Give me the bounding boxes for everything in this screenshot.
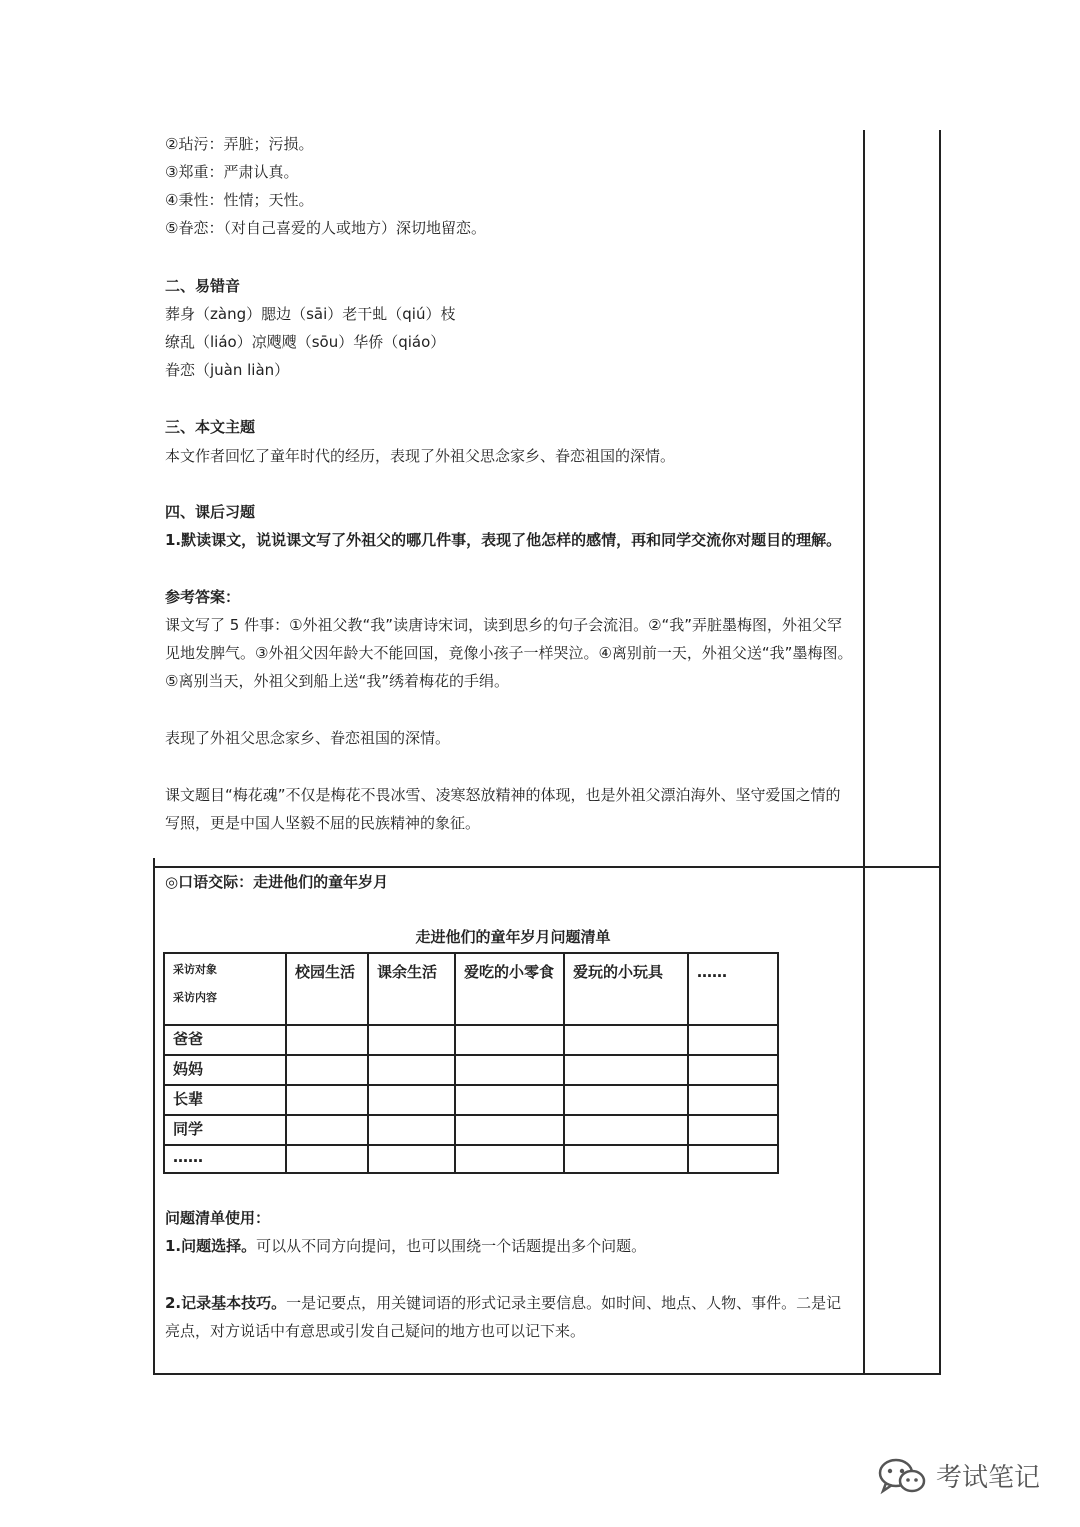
table-row xyxy=(164,1085,778,1115)
usage-item-1-text: 可以从不同方向提问，也可以围绕一个话题提出多个问题。 xyxy=(256,1237,647,1255)
row-label: 长辈 xyxy=(164,1085,286,1115)
definition-2: ②玷污：弄脏；污损。 xyxy=(165,135,314,153)
answer-paragraph-1: 课文写了 5 件事：①外祖父教“我”读唐诗宋词，读到思乡的句子会流泪。②“我”弄脏墨梅图，外祖父罕见地发脾气。③外祖父因年龄大不能回国，竟像小孩子一样哭泣。④离别前一天，外祖父送“我”墨梅图。⑤离别当天，外祖父到船上送“我”绣着梅花的手绢。 xyxy=(165,616,853,690)
question-list-table xyxy=(163,952,779,1174)
pronunciation-line-1: 葬身（zàng）腮边（sāi）老干虬（qiú）枝 xyxy=(165,305,456,323)
exercise-question: 1.默读课文，说说课文写了外祖父的哪几件事，表现了他怎样的感情，再和同学交流你对题目的理解。 xyxy=(165,531,842,549)
table-row xyxy=(164,1145,778,1173)
oral-section-title: ◎口语交际：走进他们的童年岁月 xyxy=(165,873,389,891)
column-header-after-school: 课余生活 xyxy=(368,953,455,1025)
column-header-campus-life: 校园生活 xyxy=(286,953,368,1025)
usage-item-2-text: 一是记要点，用关键词语的形式记录主要信息。如时间、地点、人物、事件。二是记亮点，对方说话中有意思或引发自己疑问的地方也可以记下来。 xyxy=(165,1294,842,1340)
section-4-title: 四、课后习题 xyxy=(165,503,256,521)
frame-bottom xyxy=(153,1373,941,1375)
table-row xyxy=(164,1055,778,1085)
row-label: 妈妈 xyxy=(164,1055,286,1085)
pronunciation-line-2: 缭乱（liáo）凉飕飕（sōu）华侨（qiáo） xyxy=(165,333,446,351)
definition-5: ⑤眷恋：（对自己喜爱的人或地方）深切地留恋。 xyxy=(165,219,486,237)
usage-item-1 xyxy=(165,1232,855,1260)
column-header-more: …… xyxy=(688,953,778,1025)
table-header-row xyxy=(164,953,778,1025)
corner-label-interviewee: 采访对象 xyxy=(173,963,217,976)
section-3-title: 三、本文主题 xyxy=(165,418,256,436)
question-list-title: 走进他们的童年岁月问题清单 xyxy=(415,928,611,946)
section-2-title: 二、易错音 xyxy=(165,277,241,295)
watermark-text: 考试笔记 xyxy=(936,1462,1041,1493)
usage-item-2-label: 2.记录基本技巧。 xyxy=(165,1294,287,1312)
column-header-toys: 爱玩的小玩具 xyxy=(564,953,688,1025)
table-corner-cell xyxy=(164,953,286,1025)
answer-label: 参考答案： xyxy=(165,588,241,606)
definition-3: ③郑重：严肃认真。 xyxy=(165,163,299,181)
table-row xyxy=(164,1025,778,1055)
usage-title: 问题清单使用： xyxy=(165,1209,271,1227)
pronunciation-line-3: 眷恋（juàn liàn） xyxy=(165,361,290,379)
usage-item-1-label: 1.问题选择。 xyxy=(165,1237,257,1255)
table-row xyxy=(164,1115,778,1145)
frame-line-left xyxy=(153,858,155,1375)
column-header-snacks: 爱吃的小零食 xyxy=(455,953,564,1025)
definition-4: ④秉性：性情；天性。 xyxy=(165,191,314,209)
usage-item-2 xyxy=(165,1289,855,1345)
watermark xyxy=(874,1455,1040,1495)
frame-line-right xyxy=(939,130,941,1375)
row-label: …… xyxy=(164,1145,286,1173)
wechat-icon xyxy=(874,1455,930,1495)
answer-paragraph-3: 课文题目“梅花魂”不仅是梅花不畏冰雪、凌寒怒放精神的体现，也是外祖父漂泊海外、坚守爱国之情的写照，更是中国人坚毅不屈的民族精神的象征。 xyxy=(165,786,841,832)
answer-paragraph-2: 表现了外祖父思念家乡、眷恋祖国的深情。 xyxy=(165,729,451,747)
corner-label-content: 采访内容 xyxy=(173,991,217,1004)
frame-line-mid xyxy=(863,130,865,1375)
theme-text: 本文作者回忆了童年时代的经历，表现了外祖父思念家乡、眷恋祖国的深情。 xyxy=(165,447,676,465)
row-label: 同学 xyxy=(164,1115,286,1145)
row-label: 爸爸 xyxy=(164,1025,286,1055)
